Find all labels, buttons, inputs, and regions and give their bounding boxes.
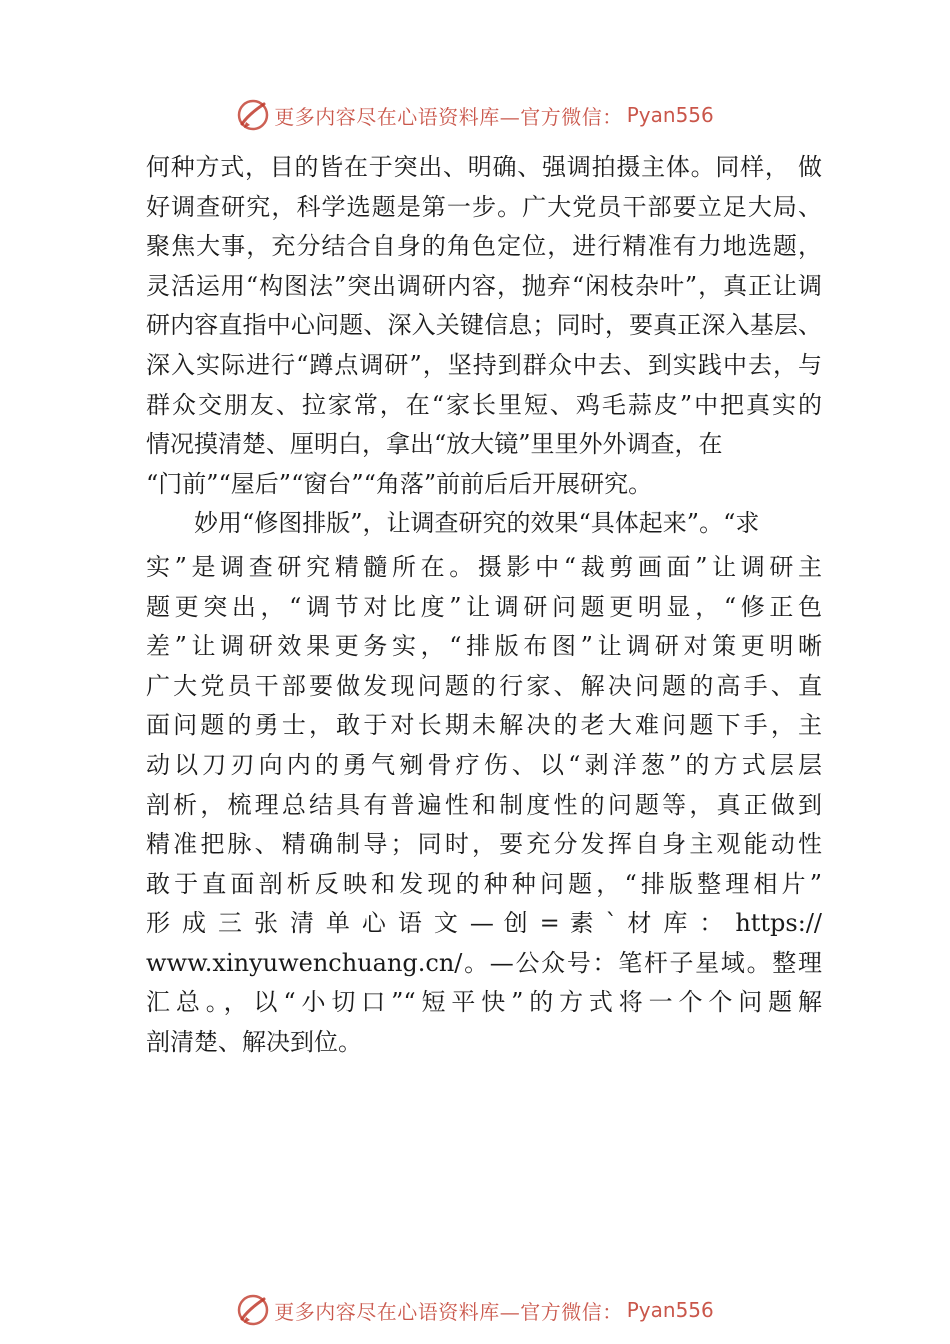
- text-line: 面问题的勇士，敢于对长期未解决的老大难问题下手，主: [146, 711, 822, 740]
- paragraph-2: [146, 504, 822, 1062]
- text-line-first: 妙用“修图排版”，让调查研究的效果“具体起来”。“求: [194, 509, 760, 538]
- pen-logo-icon: [236, 1293, 270, 1327]
- banner-text: 更多内容尽在心语资料库—官方微信：: [274, 1299, 623, 1324]
- text-line: 广大党员干部要做发现问题的行家、解决问题的高手、直: [146, 671, 822, 700]
- text-line: 灵活运用“构图法”突出调研内容，抛弃“闲枝杂叶”，真正让调: [146, 271, 822, 300]
- text-line: “门前”“屋后”“窗台”“角落”前前后后开展研究。: [146, 469, 653, 498]
- text-line: 题更突出，“调节对比度”让调研问题更明显，“修正色: [146, 592, 822, 621]
- text-line: 剖清楚、解决到位。: [146, 1028, 362, 1057]
- text-line: 汇总。，以“小切口”“短平快”的方式将一个个问题解: [146, 988, 822, 1017]
- text-line: 深入实际进行“蹲点调研”，坚持到群众中去、到实践中去，与: [146, 350, 822, 379]
- banner-wechat-id: Pyan556: [626, 103, 714, 127]
- banner-inner: [236, 98, 714, 132]
- banner-text: 更多内容尽在心语资料库—官方微信：: [274, 104, 623, 129]
- text-line: 群众交朋友、拉家常，在“家长里短、鸡毛蒜皮”中把真实的: [146, 390, 822, 419]
- document-body: [146, 148, 822, 1063]
- text-line: 敢于直面剖析反映和发现的种种问题，“排版整理相片”: [146, 869, 822, 898]
- text-line: 情况摸清楚、厘明白，拿出“放大镜”里里外外调查，在: [146, 430, 723, 459]
- text-line: 剖析，梳理总结具有普遍性和制度性的问题等，真正做到: [146, 790, 822, 819]
- paragraph-1: [146, 148, 822, 504]
- text-line: 好调查研究，科学选题是第一步。广大党员干部要立足大局、: [146, 192, 822, 221]
- text-line: 何种方式，目的皆在于突出、明确、强调拍摄主体。同样， 做: [146, 153, 822, 181]
- footer-banner: [0, 1290, 950, 1330]
- text-line: www.xinyuwenchuang.cn/。—公众号：笔杆子星域。整理: [146, 948, 822, 977]
- text-line: 精准把脉、精确制导；同时，要充分发挥自身主观能动性: [146, 830, 822, 859]
- banner-wechat-id: Pyan556: [626, 1298, 714, 1322]
- pen-logo-icon: [236, 98, 270, 132]
- text-line: 形 成 三 张 清 单 心 语 文 — 创 = 素 ` 材 库 ： https://: [146, 909, 822, 938]
- text-line: 实”是调查研究精髓所在。摄影中“裁剪画面”让调研主: [146, 552, 822, 581]
- text-line: 动以刀刃向内的勇气剜骨疗伤、以“剥洋葱”的方式层层: [146, 750, 822, 779]
- text-line: 差”让调研效果更务实，“排版布图”让调研对策更明晰: [146, 632, 822, 661]
- header-banner: [0, 95, 950, 135]
- text-line: 聚焦大事，充分结合自身的角色定位，进行精准有力地选题，: [146, 232, 822, 261]
- text-line: 研内容直指中心问题、深入关键信息；同时，要真正深入基层、: [146, 311, 822, 340]
- banner-inner: [236, 1293, 714, 1327]
